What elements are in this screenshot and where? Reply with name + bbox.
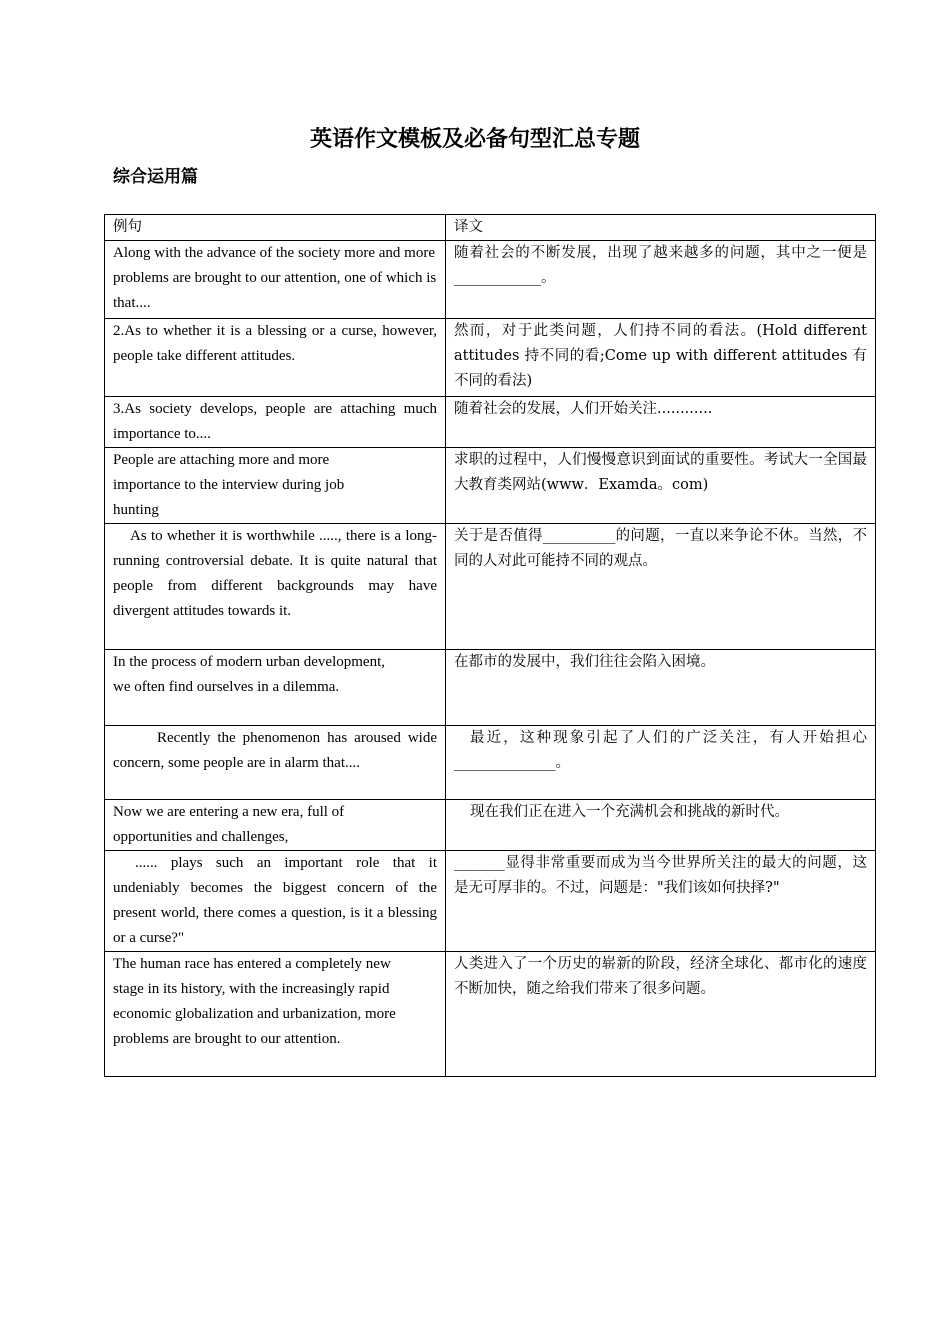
translation: 求职的过程中，人们慢慢意识到面试的重要性。考试大一全国最大教育类网站(www．Examda。com) — [446, 448, 876, 524]
table-row — [105, 448, 876, 524]
section-heading: 综合运用篇 — [113, 167, 198, 187]
sentence-table — [104, 214, 876, 1077]
example-sentence — [105, 800, 446, 851]
example-text: Now we are entering a new era, full of opportunities and challenges, — [113, 804, 345, 845]
table-row — [105, 319, 876, 397]
table-row — [105, 241, 876, 319]
document-title: 英语作文模板及必备句型汇总专题 — [309, 127, 640, 152]
header-example: 例句 — [105, 215, 446, 241]
translation: 随着社会的不断发展，出现了越来越多的问题，其中之一便是____________。 — [446, 241, 876, 319]
translation: 在都市的发展中，我们往往会陷入困境。 — [446, 650, 876, 726]
example-text: Along with the advance of the society more and more problems are brought to our attention, one of which is that.... — [113, 245, 437, 311]
example-sentence: 2.As to whether it is a blessing or a curse, however, people take different attitudes. — [105, 319, 446, 397]
translation: _______显得非常重要而成为当今世界所关注的最大的问题，这是无可厚非的。不过，问题是："我们该如何抉择?" — [446, 851, 876, 952]
table-row — [105, 952, 876, 1077]
example-sentence: 3.As society develops, people are attaching much importance to.... — [105, 397, 446, 448]
example-sentence — [105, 241, 446, 319]
table-row — [105, 397, 876, 448]
header-translation: 译文 — [446, 215, 876, 241]
example-sentence: As to whether it is worthwhile ....., there is a long-running controversial debate. It is quite natural that people from different backgrounds may have divergent attitudes towards it. — [105, 524, 446, 650]
example-sentence — [105, 650, 446, 726]
example-sentence: ...... plays such an important role that it undeniably becomes the biggest concern of the present world, there comes a question, is it a blessing or a curse?" — [105, 851, 446, 952]
example-sentence: Recently the phenomenon has aroused wide concern, some people are in alarm that.... — [105, 726, 446, 800]
translation: 人类进入了一个历史的崭新的阶段，经济全球化、都市化的速度不断加快，随之给我们带来了很多问题。 — [446, 952, 876, 1077]
table-row — [105, 800, 876, 851]
table-row — [105, 650, 876, 726]
example-sentence — [105, 952, 446, 1077]
translation: 然而，对于此类问题，人们持不同的看法。(Hold different attitudes 持不同的看;Come up with different attitudes 有不同的看法) — [446, 319, 876, 397]
translation: 最近，这种现象引起了人们的广泛关注，有人开始担心______________。 — [446, 726, 876, 800]
example-text: The human race has entered a completely new stage in its history, with the increasingly rapid economic globalization and urbanization, more problems are brought to our attention. — [113, 956, 396, 1047]
translation: 现在我们正在进入一个充满机会和挑战的新时代。 — [446, 800, 876, 851]
example-text: In the process of modern urban development, we often find ourselves in a dilemma. — [113, 654, 385, 695]
table-row — [105, 524, 876, 650]
table-header-row — [105, 215, 876, 241]
example-sentence — [105, 448, 446, 524]
table-row — [105, 851, 876, 952]
translation: 随着社会的发展，人们开始关注............ — [446, 397, 876, 448]
example-text: People are attaching more and more importance to the interview during job hunting — [113, 452, 345, 518]
table-row — [105, 726, 876, 800]
translation: 关于是否值得__________的问题，一直以来争论不休。当然，不同的人对此可能持不同的观点。 — [446, 524, 876, 650]
